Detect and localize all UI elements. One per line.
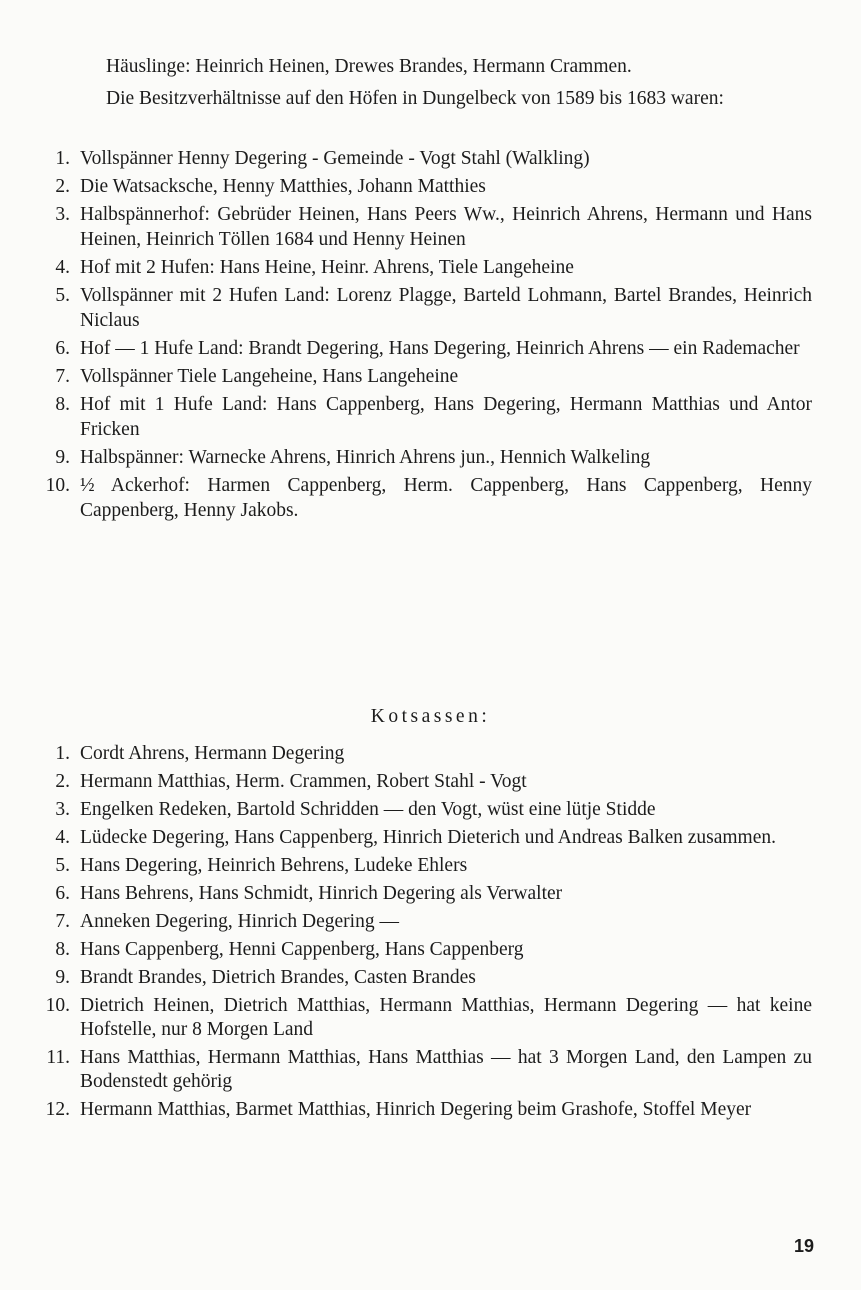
item-text: Die Watsacksche, Henny Matthies, Johann Matthies — [80, 176, 486, 197]
item-text: Hermann Matthias, Barmet Matthias, Hinrich Degering beim Grashofe, Stoffel Meyer — [80, 1099, 752, 1120]
list-item — [32, 202, 812, 252]
list-item — [32, 994, 812, 1042]
kotsassen-list — [32, 742, 812, 1126]
list-item — [32, 336, 812, 361]
page-number: 19 — [793, 1236, 814, 1256]
list-item — [32, 445, 812, 470]
list-item — [32, 854, 812, 878]
item-text: Engelken Redeken, Bartold Schridden — den Vogt, wüst eine lütje Stidde — [80, 799, 656, 820]
list-item — [32, 174, 812, 199]
list-item — [32, 882, 812, 906]
list-item — [32, 146, 812, 171]
item-number: 11. — [46, 1047, 70, 1068]
item-text: ½ Ackerhof: Harmen Cappenberg, Herm. Cappenberg, Hans Cappenberg, Henny Cappenberg, Henny Jakobs. — [80, 475, 812, 521]
item-number: 3. — [55, 204, 70, 225]
list-item — [32, 742, 812, 766]
intro-paragraph: Die Besitzverhältnisse auf den Höfen in Dungelbeck von 1589 bis 1683 waren: — [106, 88, 724, 109]
item-text: Hans Matthias, Hermann Matthias, Hans Matthias — hat 3 Morgen Land, den Lampen zu Bodenstedt gehörig — [80, 1047, 812, 1092]
list-item — [32, 283, 812, 333]
list-item — [32, 364, 812, 389]
list-item — [32, 392, 812, 442]
section-heading-kotsassen: Kotsassen: — [370, 706, 491, 727]
list-item — [32, 473, 812, 523]
item-text: Cordt Ahrens, Hermann Degering — [80, 743, 345, 764]
list-item — [32, 1046, 812, 1094]
item-text: Vollspänner Henny Degering - Gemeinde - Vogt Stahl (Walkling) — [80, 148, 590, 169]
item-text: Vollspänner Tiele Langeheine, Hans Langeheine — [80, 366, 459, 387]
hoefe-list — [32, 146, 812, 526]
item-text: Brandt Brandes, Dietrich Brandes, Casten Brandes — [80, 967, 476, 988]
item-text: Hof — 1 Hufe Land: Brandt Degering, Hans Degering, Heinrich Ahrens — ein Rademacher — [80, 338, 800, 359]
item-number: 6. — [55, 883, 70, 904]
item-number: 12. — [45, 1099, 70, 1120]
item-text: Hans Degering, Heinrich Behrens, Ludeke Ehlers — [80, 855, 468, 876]
list-item — [32, 966, 812, 990]
list-item — [32, 910, 812, 934]
item-number: 8. — [55, 394, 70, 415]
item-text: Hof mit 2 Hufen: Hans Heine, Heinr. Ahrens, Tiele Langeheine — [80, 257, 574, 278]
item-text: Lüdecke Degering, Hans Cappenberg, Hinrich Dieterich und Andreas Balken zusammen. — [80, 827, 777, 848]
list-item — [32, 798, 812, 822]
item-text: Hans Behrens, Hans Schmidt, Hinrich Degering als Verwalter — [80, 883, 563, 904]
item-number: 7. — [55, 366, 70, 387]
item-number: 5. — [55, 855, 70, 876]
list-item — [32, 770, 812, 794]
item-number: 10. — [45, 995, 70, 1016]
item-text: Vollspänner mit 2 Hufen Land: Lorenz Plagge, Barteld Lohmann, Bartel Brandes, Heinrich Niclaus — [80, 285, 812, 331]
item-text: Hof mit 1 Hufe Land: Hans Cappenberg, Hans Degering, Hermann Matthias und Antor Fricken — [80, 394, 812, 440]
list-item — [32, 255, 812, 280]
item-number: 6. — [55, 338, 70, 359]
item-number: 9. — [55, 447, 70, 468]
item-text: Anneken Degering, Hinrich Degering — — [80, 911, 399, 932]
item-number: 3. — [55, 799, 70, 820]
item-number: 1. — [55, 148, 70, 169]
list-item — [32, 1098, 812, 1122]
item-number: 9. — [55, 967, 70, 988]
item-text: Halbspänner: Warnecke Ahrens, Hinrich Ahrens jun., Hennich Walkeling — [80, 447, 651, 468]
item-number: 10. — [45, 475, 70, 496]
item-number: 8. — [55, 939, 70, 960]
item-number: 7. — [55, 911, 70, 932]
haeuslinge-line: Häuslinge: Heinrich Heinen, Drewes Brandes, Hermann Crammen. — [106, 56, 632, 77]
item-text: Hans Cappenberg, Henni Cappenberg, Hans Cappenberg — [80, 939, 524, 960]
list-item — [32, 938, 812, 962]
item-number: 4. — [55, 257, 70, 278]
item-text: Hermann Matthias, Herm. Crammen, Robert Stahl - Vogt — [80, 771, 527, 792]
list-item — [32, 826, 812, 850]
item-text: Halbspännerhof: Gebrüder Heinen, Hans Peers Ww., Heinrich Ahrens, Hermann und Hans Heinen, Heinrich Töllen 1684 und Henny Heinen — [80, 204, 812, 250]
item-number: 2. — [55, 176, 70, 197]
item-number: 5. — [55, 285, 70, 306]
item-number: 4. — [55, 827, 70, 848]
item-text: Dietrich Heinen, Dietrich Matthias, Hermann Matthias, Hermann Degering — hat keine Hofstelle, nur 8 Morgen Land — [80, 995, 812, 1040]
item-number: 1. — [55, 743, 70, 764]
item-number: 2. — [55, 771, 70, 792]
